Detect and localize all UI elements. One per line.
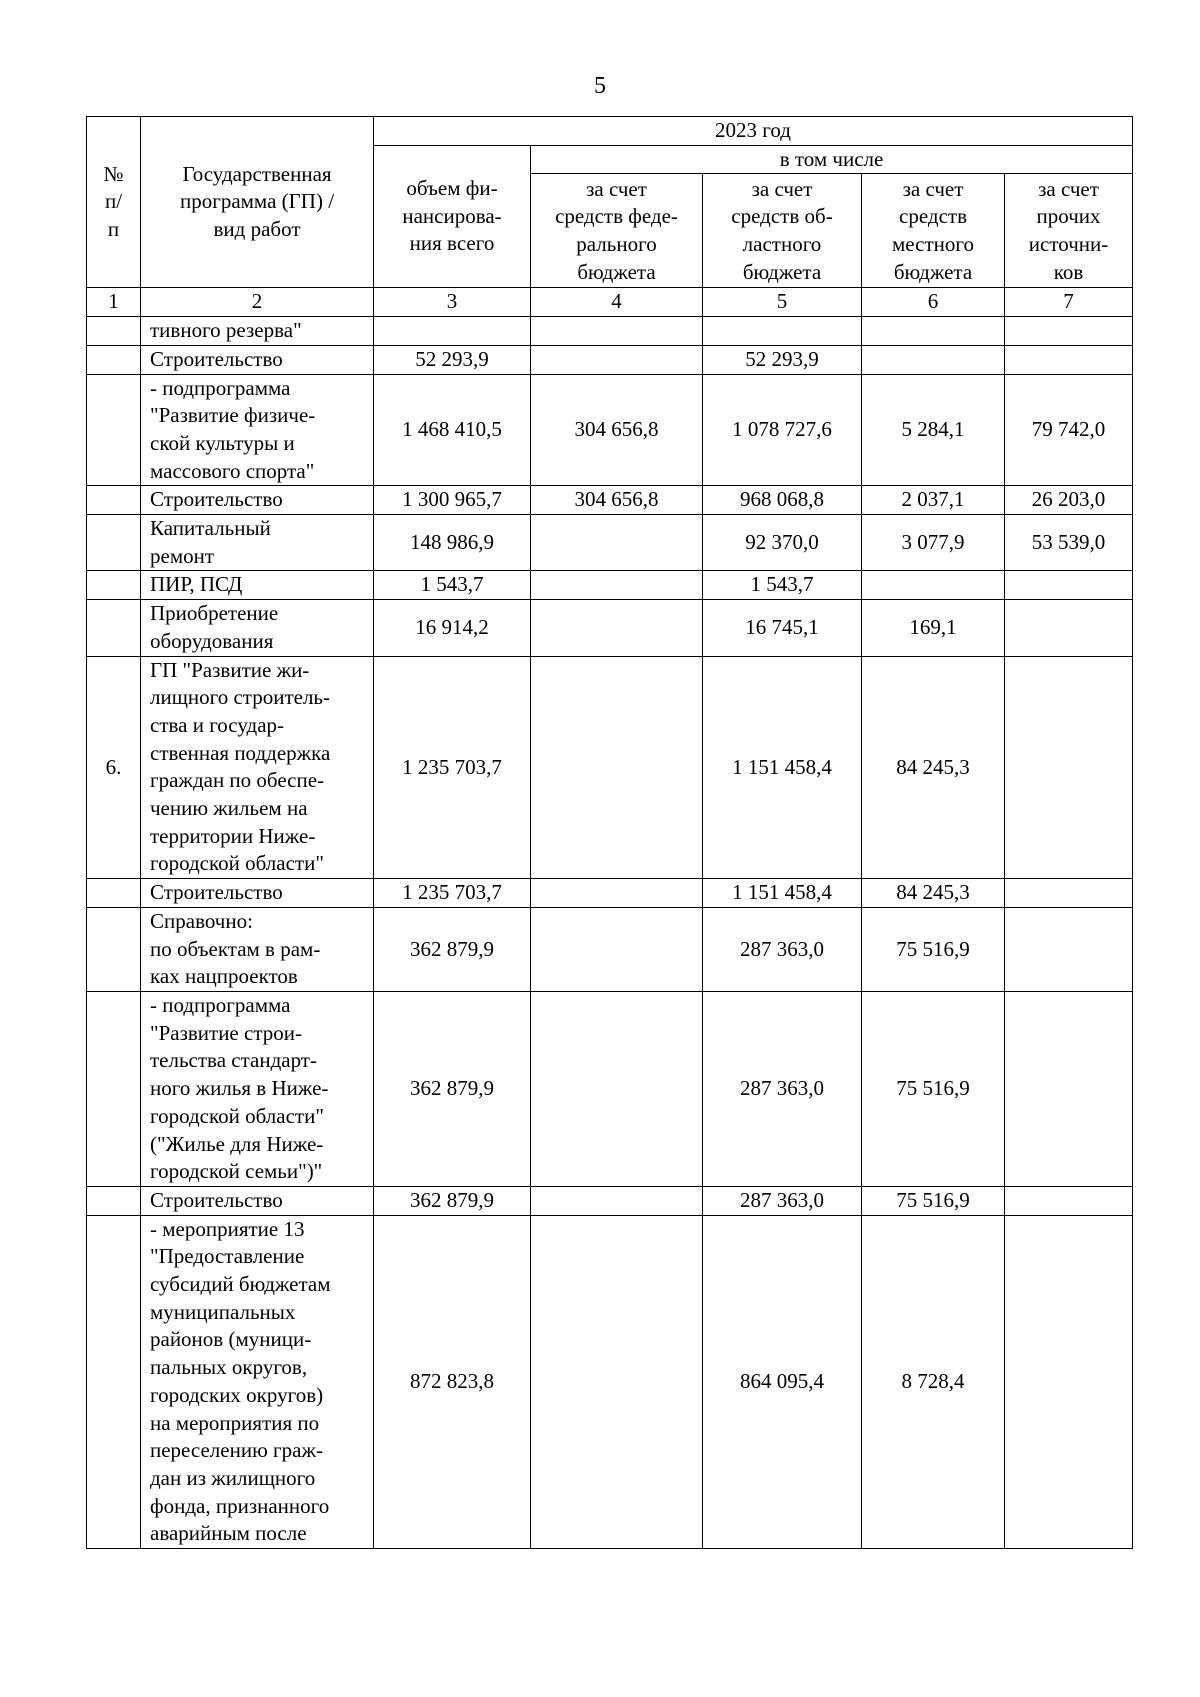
table-row (87, 345, 1133, 374)
column-number: 3 (374, 288, 531, 317)
cell-total: 1 543,7 (374, 571, 531, 600)
row-number (87, 345, 141, 374)
cell-total: 148 986,9 (374, 515, 531, 571)
cell-local: 84 245,3 (862, 656, 1005, 879)
table-row (87, 374, 1133, 486)
row-number (87, 571, 141, 600)
column-number: 5 (703, 288, 862, 317)
cell-federal (531, 515, 703, 571)
cell-total: 1 235 703,7 (374, 656, 531, 879)
cell-local: 5 284,1 (862, 374, 1005, 486)
column-number: 2 (141, 288, 374, 317)
cell-regional: 287 363,0 (703, 907, 862, 991)
cell-federal (531, 571, 703, 600)
cell-federal (531, 1215, 703, 1548)
cell-federal (531, 600, 703, 656)
row-name: Справочно: по объектам в рам- ках нацпроектов (141, 907, 374, 991)
cell-local (862, 571, 1005, 600)
column-number: 1 (87, 288, 141, 317)
header-program: Государственная программа (ГП) / вид работ (141, 117, 374, 288)
row-name: Приобретение оборудования (141, 600, 374, 656)
cell-regional: 16 745,1 (703, 600, 862, 656)
cell-regional: 1 078 727,6 (703, 374, 862, 486)
row-name: Строительство (141, 879, 374, 908)
row-number (87, 374, 141, 486)
cell-local: 84 245,3 (862, 879, 1005, 908)
table-row (87, 515, 1133, 571)
cell-local: 169,1 (862, 600, 1005, 656)
row-number (87, 515, 141, 571)
cell-regional: 92 370,0 (703, 515, 862, 571)
header-num: № п/ п (87, 117, 141, 288)
cell-regional: 287 363,0 (703, 991, 862, 1186)
row-name: - мероприятие 13 "Предоставление субсидий бюджетам муниципальных районов (муници- пальных округов, городских округов) на мероприятия по переселению граж- дан из жилищного фонда, признанного аварийным после (141, 1215, 374, 1548)
cell-local: 3 077,9 (862, 515, 1005, 571)
table-row (87, 600, 1133, 656)
cell-other (1005, 317, 1133, 346)
row-name: ПИР, ПСД (141, 571, 374, 600)
header-other: за счет прочих источни- ков (1005, 174, 1133, 288)
table-row (87, 907, 1133, 991)
cell-federal (531, 656, 703, 879)
cell-other (1005, 907, 1133, 991)
cell-other (1005, 991, 1133, 1186)
cell-total: 872 823,8 (374, 1215, 531, 1548)
row-number (87, 486, 141, 515)
cell-other: 26 203,0 (1005, 486, 1133, 515)
row-name: - подпрограмма "Развитие физиче- ской культуры и массового спорта" (141, 374, 374, 486)
header-total: объем фи- нансирова- ния всего (374, 145, 531, 288)
cell-federal (531, 345, 703, 374)
column-number: 7 (1005, 288, 1133, 317)
row-name: ГП "Развитие жи- лищного строитель- ства и государ- ственная поддержка граждан по обеспе- чению жильем на территории Ниже- городской области" (141, 656, 374, 879)
page-number: 5 (594, 73, 606, 99)
cell-federal (531, 991, 703, 1186)
cell-regional: 864 095,4 (703, 1215, 862, 1548)
header-including: в том числе (531, 145, 1133, 174)
header-regional: за счет средств об- ластного бюджета (703, 174, 862, 288)
row-number (87, 600, 141, 656)
cell-other (1005, 879, 1133, 908)
header-local: за счет средств местного бюджета (862, 174, 1005, 288)
row-name: - подпрограмма "Развитие строи- тельства стандарт- ного жилья в Ниже- городской области" ("Жилье для Ниже- городской семьи")" (141, 991, 374, 1186)
cell-other (1005, 600, 1133, 656)
row-name: тивного резерва" (141, 317, 374, 346)
table-row (87, 991, 1133, 1186)
cell-local (862, 345, 1005, 374)
cell-federal (531, 317, 703, 346)
cell-other: 79 742,0 (1005, 374, 1133, 486)
cell-regional: 1 151 458,4 (703, 879, 862, 908)
table-row (87, 1186, 1133, 1215)
cell-total: 1 300 965,7 (374, 486, 531, 515)
cell-federal: 304 656,8 (531, 486, 703, 515)
column-number-row (87, 288, 1133, 317)
cell-regional: 287 363,0 (703, 1186, 862, 1215)
row-name: Строительство (141, 345, 374, 374)
cell-other (1005, 1186, 1133, 1215)
cell-total: 1 235 703,7 (374, 879, 531, 908)
cell-local: 2 037,1 (862, 486, 1005, 515)
cell-federal (531, 1186, 703, 1215)
row-number (87, 317, 141, 346)
cell-local: 75 516,9 (862, 907, 1005, 991)
table-row (87, 879, 1133, 908)
row-number (87, 907, 141, 991)
row-number (87, 1215, 141, 1548)
cell-local (862, 317, 1005, 346)
cell-total: 362 879,9 (374, 907, 531, 991)
cell-other: 53 539,0 (1005, 515, 1133, 571)
cell-local: 75 516,9 (862, 1186, 1005, 1215)
cell-federal (531, 879, 703, 908)
cell-total: 16 914,2 (374, 600, 531, 656)
table-body (87, 317, 1133, 1549)
table-row (87, 317, 1133, 346)
budget-table (86, 116, 1133, 1549)
cell-local: 75 516,9 (862, 991, 1005, 1186)
cell-other (1005, 656, 1133, 879)
cell-local: 8 728,4 (862, 1215, 1005, 1548)
row-number (87, 879, 141, 908)
cell-federal (531, 907, 703, 991)
row-name: Строительство (141, 1186, 374, 1215)
header-federal: за счет средств феде- рального бюджета (531, 174, 703, 288)
table-row (87, 486, 1133, 515)
cell-regional: 1 151 458,4 (703, 656, 862, 879)
cell-total: 362 879,9 (374, 991, 531, 1186)
table-row (87, 1215, 1133, 1548)
cell-other (1005, 1215, 1133, 1548)
row-number (87, 991, 141, 1186)
column-number: 6 (862, 288, 1005, 317)
cell-total: 362 879,9 (374, 1186, 531, 1215)
row-name: Строительство (141, 486, 374, 515)
header-year: 2023 год (374, 117, 1133, 146)
cell-other (1005, 345, 1133, 374)
cell-regional: 1 543,7 (703, 571, 862, 600)
cell-other (1005, 571, 1133, 600)
cell-regional: 968 068,8 (703, 486, 862, 515)
row-name: Капитальный ремонт (141, 515, 374, 571)
cell-regional: 52 293,9 (703, 345, 862, 374)
table-row (87, 656, 1133, 879)
cell-total: 1 468 410,5 (374, 374, 531, 486)
table-row (87, 571, 1133, 600)
cell-total (374, 317, 531, 346)
cell-regional (703, 317, 862, 346)
row-number (87, 1186, 141, 1215)
row-number: 6. (87, 656, 141, 879)
cell-total: 52 293,9 (374, 345, 531, 374)
cell-federal: 304 656,8 (531, 374, 703, 486)
column-number: 4 (531, 288, 703, 317)
